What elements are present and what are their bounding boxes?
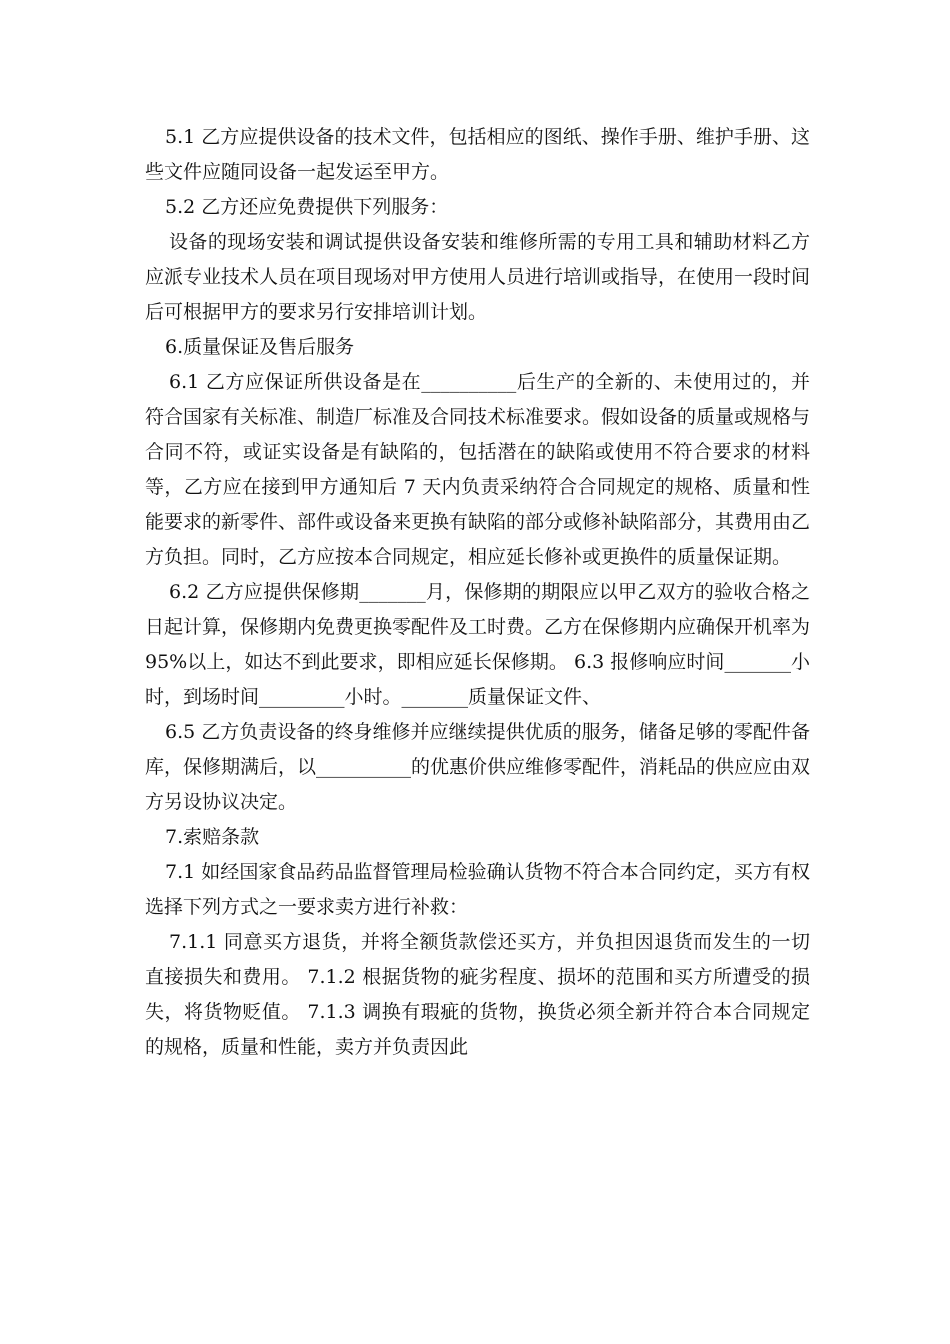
paragraph-5-1: 5.1 乙方应提供设备的技术文件，包括相应的图纸、操作手册、维护手册、这些文件应随同设备一起发运至甲方。 — [145, 126, 810, 183]
paragraph-7-1-1: 7.1.1 同意买方退货，并将全额货款偿还买方，并负担因退货而发生的一切直接损失和费用。 7.1.2 根据货物的疵劣程度、损坏的范围和买方所遭受的损失，将货物贬值。 7.1.3 调换有瑕疵的货物，换货必须全新并符合本合同规定的规格，质量和性能，卖方并负责因此 — [145, 931, 810, 1058]
section-heading-6: 6.质量保证及售后服务 — [165, 336, 355, 358]
paragraph-6-1: 6.1 乙方应保证所供设备是在__________后生产的全新的、未使用过的，并符合国家有关标准、制造厂标准及合同技术标准要求。假如设备的质量或规格与合同不符，或证实设备是有缺陷的，包括潜在的缺陷或使用不符合要求的材料等，乙方应在接到甲方通知后 7 天内负责采纳符合合同规定的规格、质量和性能要求的新零件、部件或设备来更换有缺陷的部分或修补缺陷部分，其费用由乙方负担。同时，乙方应按本合同规定，相应延长修补或更换件的质量保证期。 — [145, 371, 811, 568]
paragraph-services: 设备的现场安装和调试提供设备安装和维修所需的专用工具和辅助材料乙方应派专业技术人员在项目现场对甲方使用人员进行培训或指导，在使用一段时间后可根据甲方的要求另行安排培训计划。 — [145, 231, 811, 323]
section-heading-7: 7.索赔条款 — [165, 826, 260, 848]
paragraph-5-2: 5.2 乙方还应免费提供下列服务： — [165, 196, 449, 218]
paragraph-6-2: 6.2 乙方应提供保修期_______月，保修期的期限应以甲乙双方的验收合格之日起计算，保修期内免费更换零配件及工时费。乙方在保修期内应确保开机率为 95%以上，如达不到此要求，即相应延长保修期。 6.3 报修响应时间_______小时，到场时间_________小时。_______质量保证文件、 — [145, 581, 811, 708]
paragraph-6-5: 6.5 乙方负责设备的终身维修并应继续提供优质的服务，储备足够的零配件备库，保修期满后，以__________的优惠价供应维修零配件，消耗品的供应应由双方另设协议决定。 — [145, 721, 811, 813]
document-body — [145, 120, 810, 1065]
paragraph-7-1: 7.1 如经国家食品药品监督管理局检验确认货物不符合本合同约定，买方有权选择下列方式之一要求卖方进行补救： — [145, 861, 810, 918]
